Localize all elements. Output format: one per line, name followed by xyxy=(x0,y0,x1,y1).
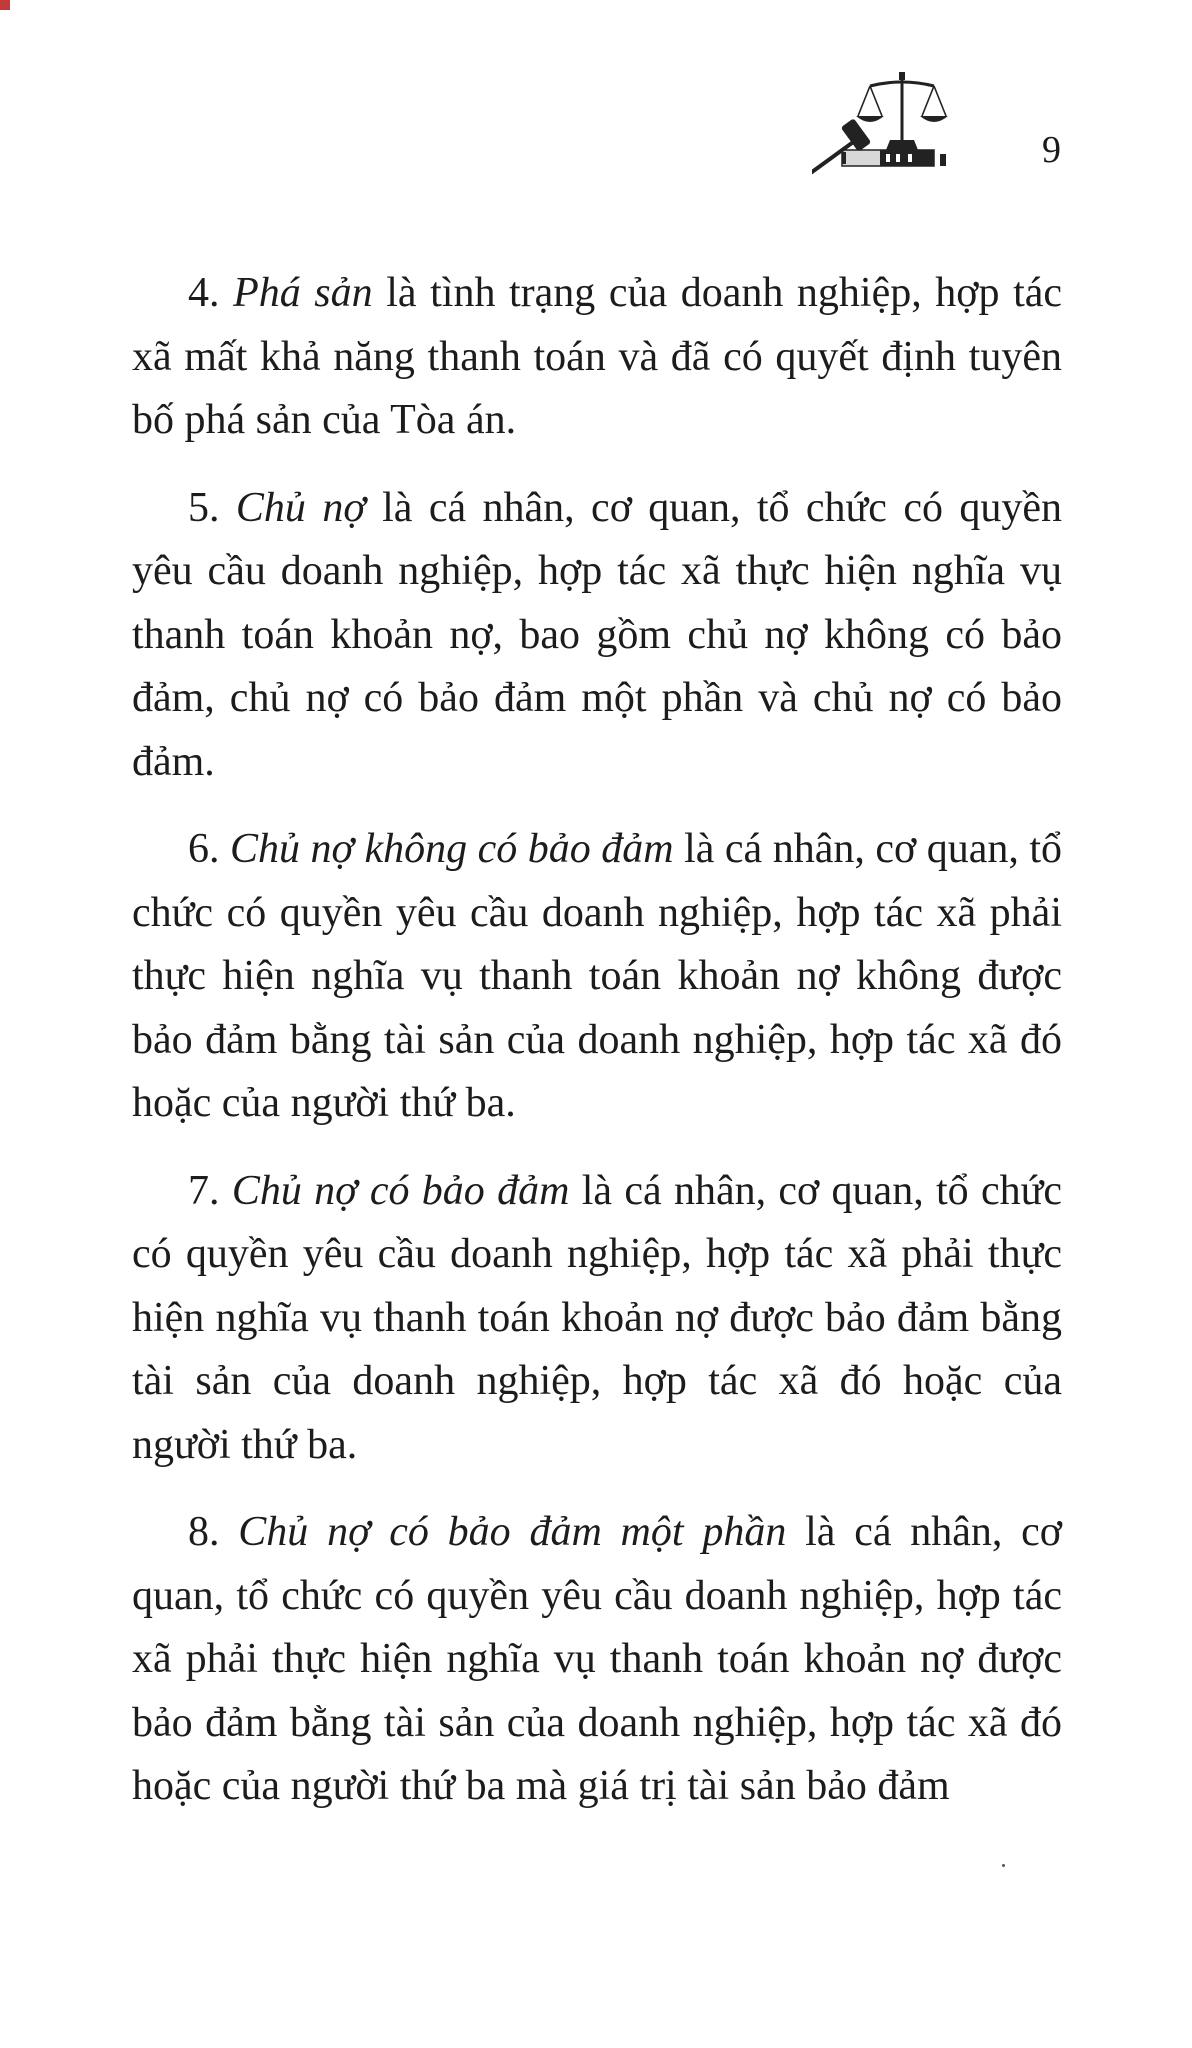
definition-paragraph-5 xyxy=(132,477,1062,795)
scan-speck xyxy=(1002,1864,1005,1867)
definition-text: là cá nhân, cơ quan, tổ chức có quyền yêu cầu doanh nghiệp, hợp tác xã thực hiện nghĩa vụ thanh toán khoản nợ, bao gồm chủ nợ không có bảo đảm, chủ nợ có bảo đảm một phần và chủ nợ có bảo đảm. xyxy=(132,484,1063,785)
paragraph-number: 4. xyxy=(188,270,220,316)
defined-term: Phá sản xyxy=(233,270,373,316)
defined-term: Chủ nợ có bảo đảm xyxy=(231,1167,570,1214)
article-definitions xyxy=(132,262,1062,1843)
definition-text: là cá nhân, cơ quan, tổ chức có quyền yêu cầu doanh nghiệp, hợp tác xã phải thực hiện nghĩa vụ thanh toán khoản nợ không được bảo đảm bằng tài sản của doanh nghiệp, hợp tác xã đó hoặc của người thứ ba. xyxy=(132,826,1063,1126)
page-number: 9 xyxy=(1042,129,1061,171)
definition-paragraph-4 xyxy=(132,262,1062,453)
defined-term: Chủ nợ có bảo đảm một phần xyxy=(238,1509,787,1555)
definition-paragraph-7 xyxy=(132,1160,1062,1478)
paragraph-number: 7. xyxy=(188,1167,220,1214)
definition-paragraph-6 xyxy=(132,818,1062,1136)
paragraph-number: 5. xyxy=(188,484,220,531)
definition-text: là cá nhân, cơ quan, tổ chức có quyền yêu cầu doanh nghiệp, hợp tác xã phải thực hiện nghĩa vụ thanh toán khoản nợ được bảo đảm bằng tài sản của doanh nghiệp, hợp tác xã đó hoặc của người thứ ba. xyxy=(132,1167,1063,1468)
definition-text: là cá nhân, cơ quan, tổ chức có quyền yêu cầu doanh nghiệp, hợp tác xã phải thực hiện nghĩa vụ thanh toán khoản nợ được bảo đảm bằng tài sản của doanh nghiệp, hợp tác xã đó hoặc của người thứ ba mà giá trị tài sản bảo đảm xyxy=(132,1509,1063,1809)
page-header xyxy=(0,0,1192,200)
definition-text: là tình trạng của doanh nghiệp, hợp tác xã mất khả năng thanh toán và đã có quyết định tuyên bố phá sản của Tòa án. xyxy=(132,270,1063,443)
definition-paragraph-8 xyxy=(132,1501,1062,1819)
paragraph-number: 8. xyxy=(188,1509,220,1555)
defined-term: Chủ nợ xyxy=(235,484,366,531)
defined-term: Chủ nợ không có bảo đảm xyxy=(230,826,674,872)
scales-of-justice-gavel-icon xyxy=(812,68,992,178)
paragraph-number: 6. xyxy=(188,826,220,872)
